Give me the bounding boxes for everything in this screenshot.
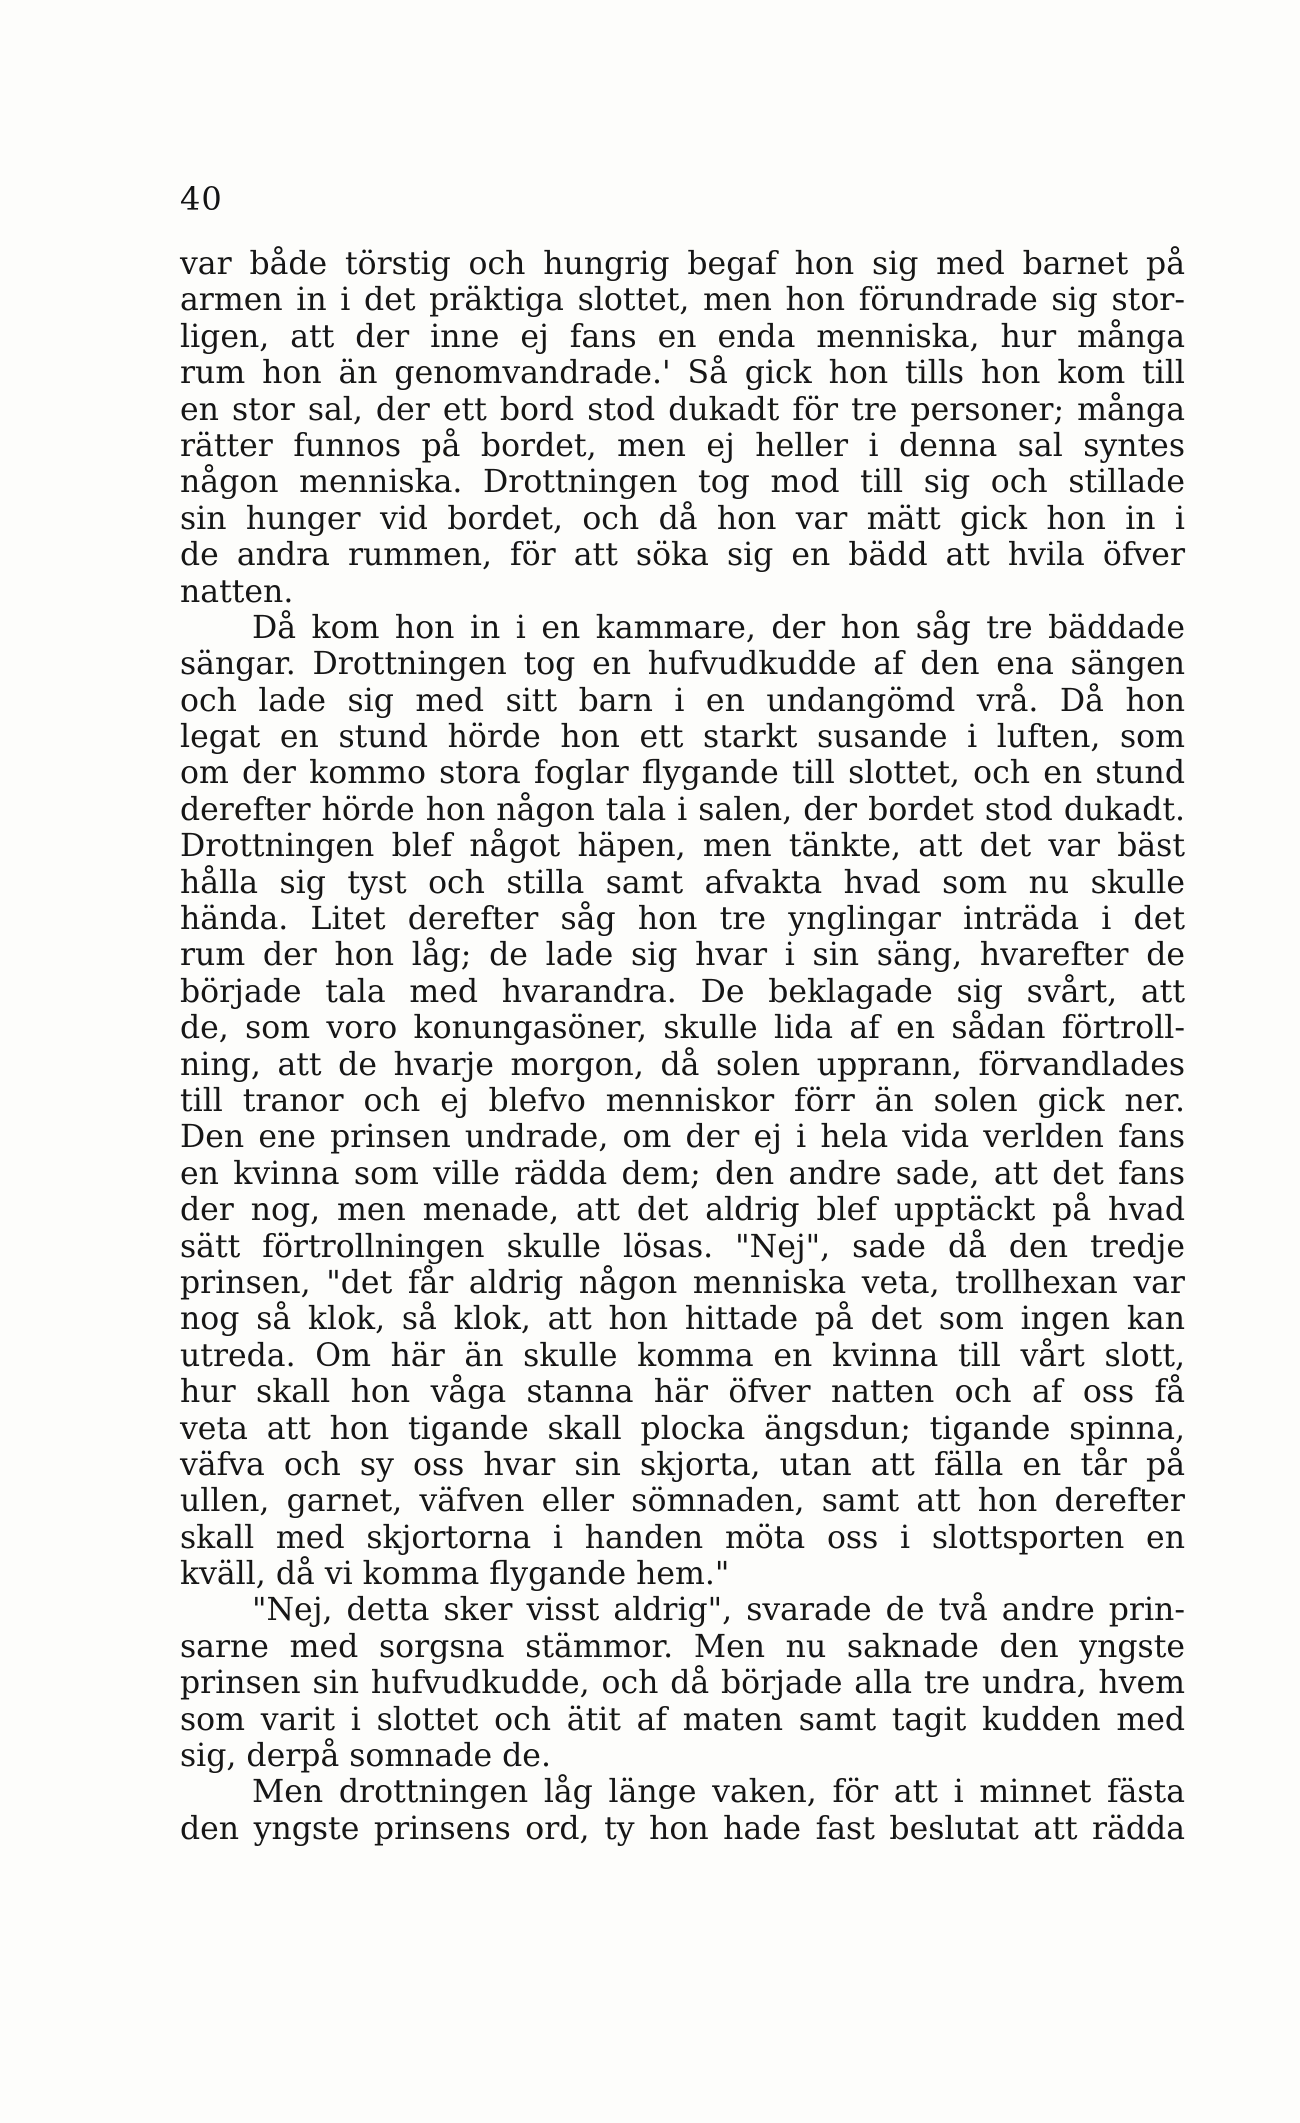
text-line: en kvinna som ville rädda dem; den andre sade, att det fans — [180, 1155, 1185, 1192]
text-line: de, som voro konungasöner, skulle lida af en sådan förtroll- — [180, 1010, 1185, 1047]
text-line: som varit i slottet och ätit af maten samt tagit kudden med — [180, 1701, 1185, 1738]
text-line: ning, att de hvarje morgon, då solen upprann, förvandlades — [180, 1046, 1185, 1083]
text-line: rum hon än genomvandrade.' Så gick hon tills hon kom till — [180, 355, 1185, 392]
text-line: natten. — [180, 573, 294, 610]
text-line: hur skall hon våga stanna här öfver natten och af oss få — [180, 1374, 1185, 1411]
text-line: "Nej, detta sker visst aldrig", svarade de två andre prin- — [252, 1592, 1185, 1629]
text-line: Den ene prinsen undrade, om der ej i hela vida verlden fans — [180, 1119, 1185, 1156]
text-line: rätter funnos på bordet, men ej heller i denna sal syntes — [180, 427, 1185, 464]
text-line: der nog, men menade, att det aldrig blef upptäckt på hvad — [180, 1192, 1185, 1229]
text-line: sarne med sorgsna stämmor. Men nu saknade den yngste — [180, 1628, 1185, 1665]
text-line: sig, derpå somnade de. — [180, 1738, 551, 1775]
text-line: sin hunger vid bordet, och då hon var mätt gick hon in i — [180, 500, 1185, 537]
text-line: började tala med hvarandra. De beklagade sig svårt, att — [180, 973, 1185, 1010]
text-line: Då kom hon in i en kammare, der hon såg tre bäddade — [252, 609, 1185, 646]
text-line: någon menniska. Drottningen tog mod till sig och stillade — [180, 464, 1185, 501]
text-line: armen in i det präktiga slottet, men hon förundrade sig stor- — [180, 282, 1185, 319]
text-line: en stor sal, der ett bord stod dukadt för tre personer; många — [180, 391, 1185, 428]
text-line: derefter hörde hon någon tala i salen, der bordet stod dukadt. — [180, 791, 1185, 828]
text-line: den yngste prinsens ord, ty hon hade fast beslutat att rädda — [180, 1810, 1185, 1847]
text-line: och lade sig med sitt barn i en undangömd vrå. Då hon — [180, 682, 1185, 719]
text-line: legat en stund hörde hon ett starkt susande i luften, som — [180, 719, 1185, 756]
text-line: till tranor och ej blefvo menniskor förr än solen gick ner. — [180, 1082, 1185, 1119]
body-text — [180, 246, 1185, 1847]
text-line: skall med skjortorna i handen möta oss i slottsporten en — [180, 1519, 1185, 1556]
text-line: de andra rummen, för att söka sig en bädd att hvila öfver — [180, 537, 1185, 574]
text-line: sängar. Drottningen tog en hufvudkudde af den ena sängen — [180, 646, 1185, 683]
text-line: hända. Litet derefter såg hon tre ynglingar inträda i det — [180, 901, 1185, 938]
text-line: rum der hon låg; de lade sig hvar i sin säng, hvarefter de — [180, 937, 1185, 974]
text-line: kväll, då vi komma flygande hem." — [180, 1556, 730, 1593]
text-line: Drottningen blef något häpen, men tänkte, att det var bäst — [180, 828, 1185, 865]
text-line: ullen, garnet, väfven eller sömnaden, samt att hon derefter — [180, 1483, 1185, 1520]
text-line: prinsen, "det får aldrig någon menniska veta, trollhexan var — [180, 1264, 1185, 1301]
text-line: hålla sig tyst och stilla samt afvakta hvad som nu skulle — [180, 864, 1185, 901]
text-line: sätt förtrollningen skulle lösas. "Nej", sade då den tredje — [180, 1228, 1185, 1265]
text-line: veta att hon tigande skall plocka ängsdun; tigande spinna, — [180, 1410, 1185, 1447]
text-line: om der kommo stora foglar flygande till slottet, och en stund — [180, 755, 1185, 792]
text-line: prinsen sin hufvudkudde, och då började alla tre undra, hvem — [180, 1665, 1185, 1702]
text-line: ligen, att der inne ej fans en enda menniska, hur många — [180, 318, 1185, 355]
text-line: var både törstig och hungrig begaf hon sig med barnet på — [180, 246, 1185, 282]
text-line: utreda. Om här än skulle komma en kvinna till vårt slott, — [180, 1337, 1185, 1374]
page-number: 40 — [180, 180, 223, 218]
text-line: Men drottningen låg länge vaken, för att i minnet fästa — [252, 1774, 1185, 1811]
text-line: väfva och sy oss hvar sin skjorta, utan att fälla en tår på — [180, 1446, 1185, 1483]
text-line: nog så klok, så klok, att hon hittade på det som ingen kan — [180, 1301, 1185, 1338]
